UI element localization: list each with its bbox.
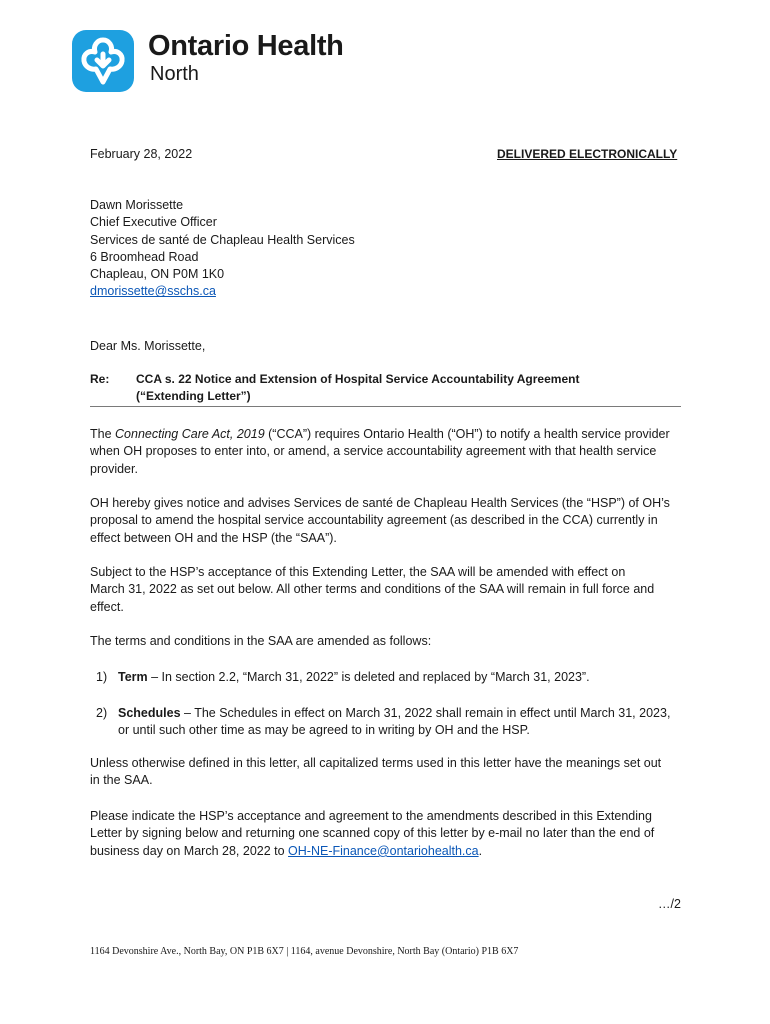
ontario-health-logo-icon [72, 30, 134, 92]
footer-address: 1164 Devonshire Ave., North Bay, ON P1B 6X7 | 1164, avenue Devonshire, North Bay (Ontario) P1B 6X7 [90, 946, 519, 957]
paragraph-notice-hsp [90, 495, 690, 547]
p5-line1: Unless otherwise defined in this letter, all capitalized terms used in this letter have the meanings set out [90, 756, 662, 770]
list-item-2-term: Schedules [118, 706, 181, 720]
list-item-1 [118, 669, 590, 686]
list-item-2-text: – The Schedules in effect on March 31, 2022 shall remain in effect until March 31, 2023, [180, 706, 671, 720]
recipient-city: Chapleau, ON P0M 1K0 [90, 267, 225, 282]
p6-line3-prefix: business day on March 28, 2022 to [90, 843, 289, 858]
subject-line-1: CCA s. 22 Notice and Extension of Hospital Service Accountability Agreement [136, 372, 580, 386]
subject-line-2: (“Extending Letter”) [136, 389, 251, 403]
subject-divider [90, 406, 681, 407]
recipient-address [90, 197, 355, 301]
list-item-2 [118, 705, 670, 740]
list-item-1-number: 1) [96, 670, 108, 684]
recipient-street: 6 Broomhead Road [90, 249, 199, 264]
paragraph-terms-intro [90, 633, 690, 650]
p6-line2: Letter by signing below and returning one scanned copy of this letter by e-mail no later than the end of [90, 826, 655, 841]
paragraph-cca-notice [90, 426, 690, 478]
delivery-method: DELIVERED ELECTRONICALLY [497, 147, 678, 161]
p6-line3-suffix: . [478, 843, 483, 858]
finance-email-link[interactable]: OH-NE-Finance@ontariohealth.ca [288, 843, 479, 858]
paragraph-amendment-effect [90, 564, 690, 616]
list-item-2-line2: or until such other time as may be agreed to in writing by OH and the HSP. [118, 723, 530, 738]
p2-line1: OH hereby gives notice and advises Services de santé de Chapleau Health Services (the “HSP”) of OH’s [90, 496, 670, 510]
p1-line3: provider. [90, 461, 138, 476]
list-item-1-term: Term [118, 670, 148, 684]
recipient-title: Chief Executive Officer [90, 215, 217, 230]
brand-name: Ontario Health [148, 30, 344, 62]
p2-line2: proposal to amend the hospital service accountability agreement (as described in the CCA) currently in [90, 513, 658, 528]
list-item-2-number: 2) [96, 706, 108, 720]
p3-line2: March 31, 2022 as set out below. All other terms and conditions of the SAA will remain in full force and [90, 582, 655, 597]
act-name: Connecting Care Act, 2019 [115, 427, 265, 441]
recipient-name: Dawn Morissette [90, 198, 184, 212]
subject-label: Re: [90, 372, 110, 386]
p4-line1: The terms and conditions in the SAA are amended as follows: [90, 634, 432, 648]
recipient-email-link[interactable]: dmorissette@sschs.ca [90, 284, 216, 299]
p1-prefix: The [90, 427, 116, 441]
salutation: Dear Ms. Morissette, [90, 339, 206, 353]
p2-line3: effect between OH and the HSP (the “SAA”). [90, 530, 337, 545]
p1-line1-rest: (“CCA”) requires Ontario Health (“OH”) to notify a health service provider [264, 427, 670, 441]
subject-text [136, 371, 579, 405]
list-item-1-text: – In section 2.2, “March 31, 2022” is deleted and replaced by “March 31, 2023”. [147, 670, 590, 684]
paragraph-acceptance [90, 808, 690, 860]
p3-line1: Subject to the HSP’s acceptance of this Extending Letter, the SAA will be amended with effect on [90, 565, 626, 579]
page-indicator: …/2 [658, 897, 681, 911]
p3-line3: effect. [90, 599, 124, 614]
letter-date: February 28, 2022 [90, 147, 193, 161]
paragraph-definitions [90, 755, 690, 790]
p5-line2: in the SAA. [90, 773, 153, 788]
brand-region: North [150, 63, 199, 85]
p6-line1: Please indicate the HSP’s acceptance and agreement to the amendments described in this Extending [90, 809, 652, 823]
p1-line2: when OH proposes to enter into, or amend, a service accountability agreement with that health service [90, 444, 657, 459]
recipient-organization: Services de santé de Chapleau Health Services [90, 232, 355, 247]
